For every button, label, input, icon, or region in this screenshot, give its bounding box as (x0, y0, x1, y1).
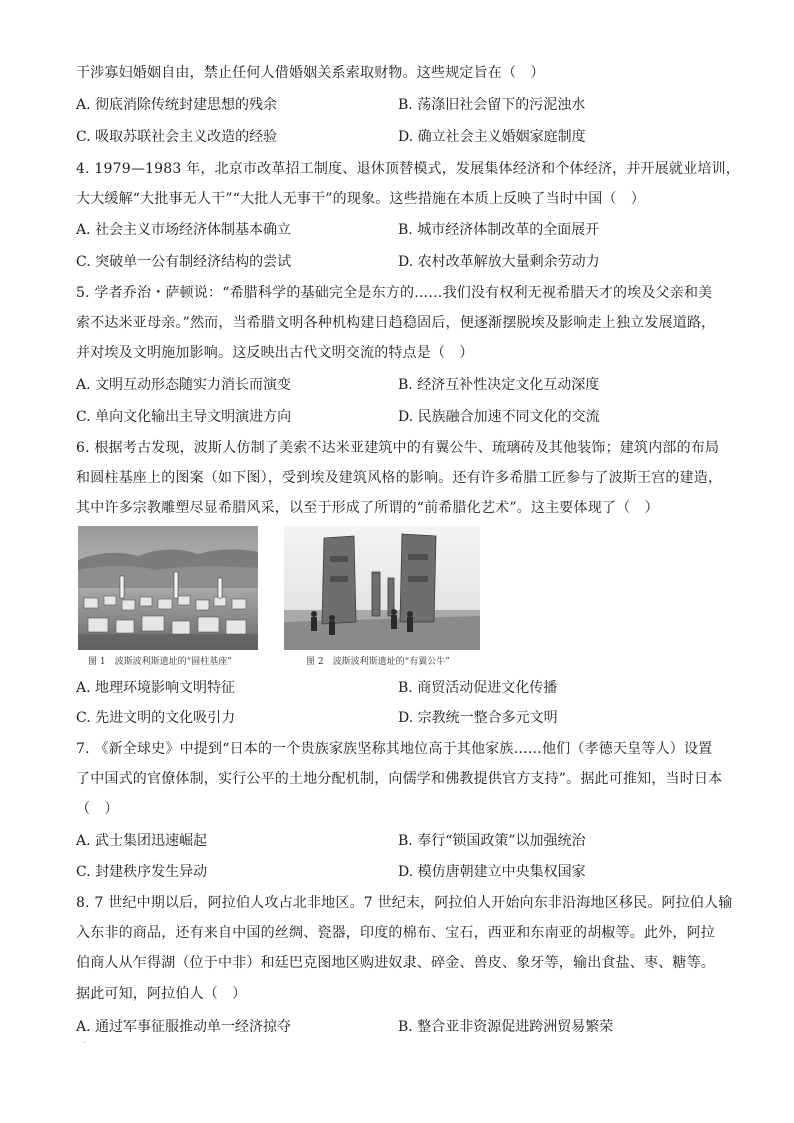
q7-stem-line2: 了中国式的官僚体制，实行公平的土地分配机制，向儒学和佛教提供官方支持”。据此可推知，当时日本 (76, 771, 723, 787)
q8-option-a[interactable]: A. 通过军事征服推动单一经济掠夺 (76, 1019, 292, 1035)
q8-stem-line1: 8. 7 世纪中期以后，阿拉伯人攻占北非地区。7 世纪末，阿拉伯人开始向东非沿海地区移民。阿拉伯人输 (76, 895, 733, 911)
figure1-caption: 图 1 波斯波利斯遗址的“圆柱基座” (88, 657, 232, 667)
q5-stem-line2: 索不达米亚母亲。”然而，当希腊文明各种机构建日趋稳固后，便逐渐摆脱埃及影响走上独立发展道路， (76, 315, 716, 331)
q4-option-b[interactable]: B. 城市经济体制改革的全面展开 (398, 222, 600, 238)
q5-option-c[interactable]: C. 单向文化输出主导文明演进方向 (76, 409, 292, 425)
q8-stem-line2: 入东非的商品，还有来自中国的丝绸、瓷器，印度的棉布、宝石，西亚和东南亚的胡椒等。此外，阿拉 (76, 925, 715, 941)
figure2-caption: 图 2 波斯波利斯遗址的“有翼公牛” (306, 657, 450, 667)
q4-option-d[interactable]: D. 农村改革解放大量剩余劳动力 (398, 254, 600, 270)
q4-stem-line2: 大大缓解“大批事无人干”“大批人无事干”的现象。这些措施在本质上反映了当时中国（ ） (76, 191, 646, 207)
q6-option-d[interactable]: D. 宗教统一整合多元文明 (398, 710, 558, 726)
figure-winged-bulls (284, 526, 480, 650)
q7-stem-line3: （ ） (76, 801, 119, 817)
q6-option-a[interactable]: A. 地理环境影响文明特征 (76, 680, 236, 696)
q5-stem-line3: 并对埃及文明施加影响。这反映出古代文明交流的特点是（ ） (76, 345, 474, 361)
q7-option-d[interactable]: D. 模仿唐朝建立中央集权国家 (398, 864, 586, 880)
q8-stem-line4: 据此可知，阿拉伯人（ ） (76, 986, 247, 1002)
q8-option-b[interactable]: B. 整合亚非资源促进跨洲贸易繁荣 (398, 1019, 614, 1035)
q5-option-b[interactable]: B. 经济互补性决定文化互动深度 (398, 377, 600, 393)
q7-stem-line1: 7. 《新全球史》中提到“日本的一个贵族家族坚称其地位高于其他家族……他们（孝德天皇等人）设置 (76, 741, 713, 757)
q7-option-a[interactable]: A. 武士集团迅速崛起 (76, 833, 208, 849)
q6-stem-line3: 其中许多宗教雕塑尽显希腊风采，以至于形成了所谓的“前希腊化艺术”。这主要体现了（ ） (76, 500, 659, 516)
q3-option-a[interactable]: A. 彻底消除传统封建思想的残余 (76, 97, 278, 113)
q6-stem-line1: 6. 根据考古发现，波斯人仿制了美索不达米亚建筑中的有翼公牛、琉璃砖及其他装饰；建筑内部的布局 (76, 440, 720, 456)
q6-option-c[interactable]: C. 先进文明的文化吸引力 (76, 710, 236, 726)
q6-option-b[interactable]: B. 商贸活动促进文化传播 (398, 680, 558, 696)
q5-option-a[interactable]: A. 文明互动形态随实力消长而演变 (76, 377, 292, 393)
q7-option-b[interactable]: B. 奉行“锁国政策”以加强统治 (398, 833, 586, 849)
q3-option-b[interactable]: B. 荡涤旧社会留下的污泥浊水 (398, 97, 586, 113)
q4-option-c[interactable]: C. 突破单一公有制经济结构的尝试 (76, 254, 292, 270)
q5-option-d[interactable]: D. 民族融合加速不同文化的交流 (398, 409, 600, 425)
q8-stem-line3: 伯商人从乍得湖（位于中非）和廷巴克图地区购进奴隶、碎金、兽皮、象牙等，输出食盐、枣、糖等。 (76, 955, 715, 971)
q5-stem-line1: 5. 学者乔治・萨顿说：“希腊科学的基础完全是东方的……我们没有权利无视希腊天才的埃及父亲和美 (76, 285, 713, 301)
q4-stem-line1: 4. 1979—1983 年，北京市改革招工制度、退休顶替模式，发展集体经济和个体经济，并开展就业培训， (76, 161, 740, 177)
q4-option-a[interactable]: A. 社会主义市场经济体制基本确立 (76, 222, 292, 238)
scan-dot: · (84, 1040, 86, 1047)
q3-option-c[interactable]: C. 吸取苏联社会主义改造的经验 (76, 129, 278, 145)
q3-option-d[interactable]: D. 确立社会主义婚姻家庭制度 (398, 129, 586, 145)
figure-column-bases (78, 526, 258, 650)
q3-stem-cont: 干涉寡妇婚姻自由，禁止任何人借婚姻关系索取财物。这些规定旨在（ ） (76, 65, 545, 81)
q6-stem-line2: 和圆柱基座上的图案（如下图），受到埃及建筑风格的影响。还有许多希腊工匠参与了波斯王宫的建造， (76, 470, 723, 486)
q7-option-c[interactable]: C. 封建秩序发生异动 (76, 864, 208, 880)
